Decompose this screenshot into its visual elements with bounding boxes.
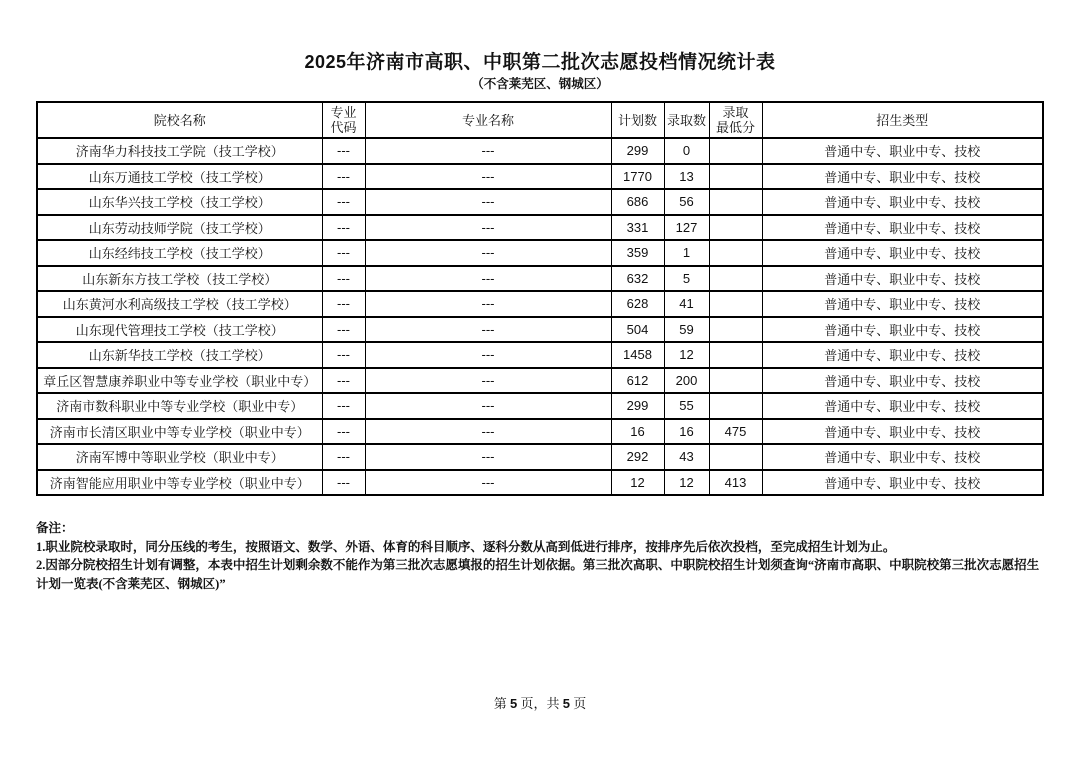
table-row <box>37 215 1043 241</box>
admissions-table <box>36 101 1044 496</box>
title-year: 2025 <box>304 52 347 72</box>
cell-school-name: 山东华兴技工学校（技工学校） <box>37 189 322 215</box>
cell-plan-count: 1458 <box>611 342 664 368</box>
table-row <box>37 368 1043 394</box>
cell-school-name: 山东新东方技工学校（技工学校） <box>37 266 322 292</box>
cell-major-code: --- <box>322 368 365 394</box>
cell-enrollment-type: 普通中专、职业中专、技校 <box>762 189 1043 215</box>
cell-plan-count: 359 <box>611 240 664 266</box>
cell-major-name: --- <box>365 444 611 470</box>
cell-major-name: --- <box>365 342 611 368</box>
cell-admitted-count: 200 <box>664 368 709 394</box>
cell-enrollment-type: 普通中专、职业中专、技校 <box>762 317 1043 343</box>
cell-plan-count: 16 <box>611 419 664 445</box>
cell-major-name: --- <box>365 291 611 317</box>
cell-admitted-count: 55 <box>664 393 709 419</box>
cell-enrollment-type: 普通中专、职业中专、技校 <box>762 419 1043 445</box>
cell-plan-count: 504 <box>611 317 664 343</box>
cell-min-score <box>709 189 762 215</box>
column-header-enrollment-type: 招生类型 <box>762 102 1043 138</box>
cell-major-code: --- <box>322 470 365 496</box>
table-row <box>37 470 1043 496</box>
cell-min-score <box>709 266 762 292</box>
cell-major-code: --- <box>322 393 365 419</box>
table-row <box>37 342 1043 368</box>
notes-label: 备注： <box>36 521 74 535</box>
cell-school-name: 山东黄河水利高级技工学校（技工学校） <box>37 291 322 317</box>
cell-major-code: --- <box>322 138 365 164</box>
table-row <box>37 393 1043 419</box>
cell-major-code: --- <box>322 342 365 368</box>
cell-enrollment-type: 普通中专、职业中专、技校 <box>762 215 1043 241</box>
page-title <box>0 50 1080 75</box>
cell-min-score <box>709 342 762 368</box>
cell-school-name: 山东新华技工学校（技工学校） <box>37 342 322 368</box>
table-row <box>37 317 1043 343</box>
table-row <box>37 291 1043 317</box>
table-row <box>37 419 1043 445</box>
cell-admitted-count: 13 <box>664 164 709 190</box>
cell-major-code: --- <box>322 317 365 343</box>
cell-enrollment-type: 普通中专、职业中专、技校 <box>762 164 1043 190</box>
table-row <box>37 164 1043 190</box>
cell-enrollment-type: 普通中专、职业中专、技校 <box>762 138 1043 164</box>
cell-school-name: 济南华力科技技工学院（技工学校） <box>37 138 322 164</box>
cell-school-name: 山东经纬技工学校（技工学校） <box>37 240 322 266</box>
cell-major-name: --- <box>365 164 611 190</box>
cell-major-name: --- <box>365 470 611 496</box>
cell-plan-count: 12 <box>611 470 664 496</box>
cell-school-name: 山东现代管理技工学校（技工学校） <box>37 317 322 343</box>
cell-major-name: --- <box>365 240 611 266</box>
column-header-min-score: 录取 最低分 <box>709 102 762 138</box>
cell-plan-count: 292 <box>611 444 664 470</box>
notes-section <box>36 519 1044 593</box>
note-item-1: 1.职业院校录取时，同分压线的考生，按照语文、数学、外语、体育的科目顺序、逐科分数从高到低进行排序，按排序先后依次投档，至完成招生计划为止。 <box>36 539 896 554</box>
note-item-2: 2.因部分院校招生计划有调整，本表中招生计划剩余数不能作为第三批次志愿填报的招生计划依据。第三批次高职、中职院校招生计划须查询“济南市高职、中职院校第三批次志愿招生计划一览表(不含莱芜区、钢城区)” <box>36 558 1040 591</box>
cell-plan-count: 299 <box>611 138 664 164</box>
column-header-plan-count: 计划数 <box>611 102 664 138</box>
cell-major-code: --- <box>322 419 365 445</box>
cell-plan-count: 299 <box>611 393 664 419</box>
cell-admitted-count: 59 <box>664 317 709 343</box>
cell-admitted-count: 0 <box>664 138 709 164</box>
cell-major-code: --- <box>322 266 365 292</box>
footer-suffix: 页 <box>569 696 587 711</box>
footer-page-number: 5 <box>510 696 518 711</box>
cell-enrollment-type: 普通中专、职业中专、技校 <box>762 393 1043 419</box>
cell-school-name: 山东劳动技师学院（技工学校） <box>37 215 322 241</box>
cell-plan-count: 1770 <box>611 164 664 190</box>
cell-enrollment-type: 普通中专、职业中专、技校 <box>762 368 1043 394</box>
table-row <box>37 138 1043 164</box>
table-body <box>37 138 1043 495</box>
table-row <box>37 444 1043 470</box>
cell-major-code: --- <box>322 164 365 190</box>
cell-min-score: 413 <box>709 470 762 496</box>
cell-major-name: --- <box>365 138 611 164</box>
cell-min-score <box>709 215 762 241</box>
cell-plan-count: 612 <box>611 368 664 394</box>
cell-major-name: --- <box>365 393 611 419</box>
cell-enrollment-type: 普通中专、职业中专、技校 <box>762 470 1043 496</box>
cell-admitted-count: 41 <box>664 291 709 317</box>
cell-school-name: 章丘区智慧康养职业中等专业学校（职业中专） <box>37 368 322 394</box>
header-row <box>37 102 1043 138</box>
cell-major-name: --- <box>365 189 611 215</box>
cell-school-name: 济南智能应用职业中等专业学校（职业中专） <box>37 470 322 496</box>
cell-admitted-count: 1 <box>664 240 709 266</box>
cell-major-name: --- <box>365 266 611 292</box>
cell-major-code: --- <box>322 291 365 317</box>
cell-min-score <box>709 317 762 343</box>
column-header-admitted-count: 录取数 <box>664 102 709 138</box>
cell-plan-count: 632 <box>611 266 664 292</box>
page-footer <box>0 693 1080 712</box>
cell-enrollment-type: 普通中专、职业中专、技校 <box>762 240 1043 266</box>
cell-plan-count: 686 <box>611 189 664 215</box>
cell-admitted-count: 16 <box>664 419 709 445</box>
cell-admitted-count: 127 <box>664 215 709 241</box>
column-header-major-code: 专业 代码 <box>322 102 365 138</box>
cell-enrollment-type: 普通中专、职业中专、技校 <box>762 444 1043 470</box>
cell-school-name: 济南市长清区职业中等专业学校（职业中专） <box>37 419 322 445</box>
title-text: 年济南市高职、中职第二批次志愿投档情况统计表 <box>346 52 776 73</box>
cell-admitted-count: 56 <box>664 189 709 215</box>
table-row <box>37 266 1043 292</box>
cell-min-score: 475 <box>709 419 762 445</box>
cell-admitted-count: 12 <box>664 342 709 368</box>
cell-min-score <box>709 393 762 419</box>
cell-major-code: --- <box>322 189 365 215</box>
footer-total-pages: 5 <box>562 696 570 711</box>
cell-enrollment-type: 普通中专、职业中专、技校 <box>762 342 1043 368</box>
table-header <box>37 102 1043 138</box>
cell-min-score <box>709 368 762 394</box>
table-row <box>37 189 1043 215</box>
cell-enrollment-type: 普通中专、职业中专、技校 <box>762 266 1043 292</box>
footer-prefix: 第 <box>493 696 510 711</box>
column-header-school-name: 院校名称 <box>37 102 322 138</box>
cell-min-score <box>709 164 762 190</box>
cell-admitted-count: 43 <box>664 444 709 470</box>
cell-min-score <box>709 138 762 164</box>
cell-school-name: 济南军博中等职业学校（职业中专） <box>37 444 322 470</box>
page-subtitle: （不含莱芜区、钢城区） <box>471 77 609 91</box>
cell-min-score <box>709 444 762 470</box>
cell-major-name: --- <box>365 215 611 241</box>
cell-enrollment-type: 普通中专、职业中专、技校 <box>762 291 1043 317</box>
cell-major-code: --- <box>322 240 365 266</box>
cell-major-name: --- <box>365 419 611 445</box>
cell-major-code: --- <box>322 215 365 241</box>
cell-plan-count: 331 <box>611 215 664 241</box>
table-row <box>37 240 1043 266</box>
cell-school-name: 山东万通技工学校（技工学校） <box>37 164 322 190</box>
cell-plan-count: 628 <box>611 291 664 317</box>
cell-min-score <box>709 240 762 266</box>
cell-major-name: --- <box>365 368 611 394</box>
cell-admitted-count: 5 <box>664 266 709 292</box>
cell-min-score <box>709 291 762 317</box>
column-header-major-name: 专业名称 <box>365 102 611 138</box>
cell-school-name: 济南市数科职业中等专业学校（职业中专） <box>37 393 322 419</box>
footer-middle: 页，共 <box>517 696 563 711</box>
cell-admitted-count: 12 <box>664 470 709 496</box>
cell-major-code: --- <box>322 444 365 470</box>
cell-major-name: --- <box>365 317 611 343</box>
